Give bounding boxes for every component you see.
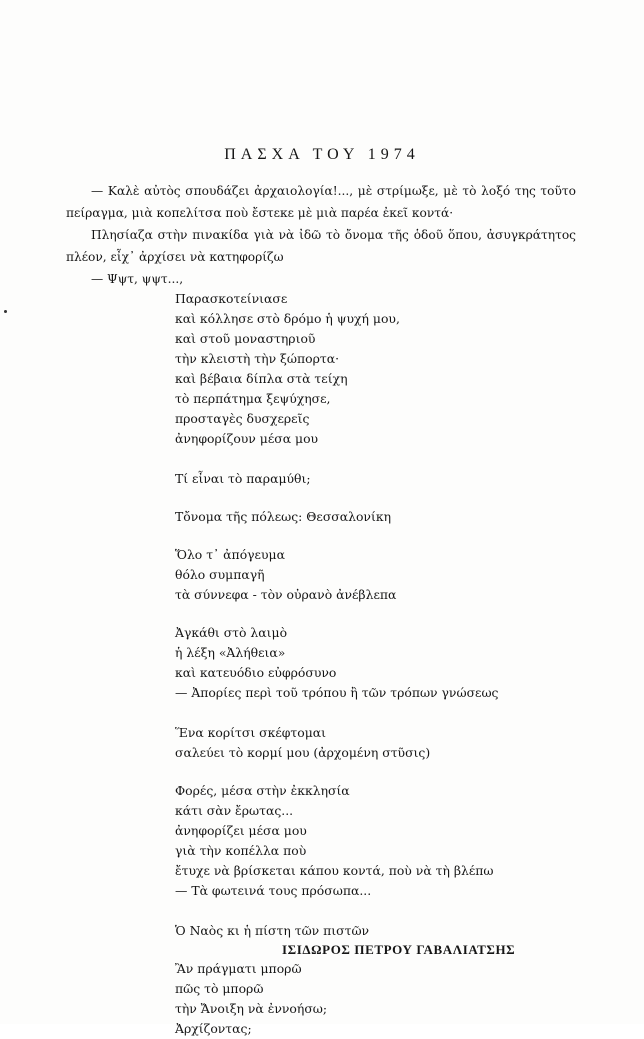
stanza <box>175 623 575 703</box>
intro-paragraph-3: — Ψψτ, ψψτ..., <box>91 272 184 286</box>
poem-line: Παρασκοτείνιασε <box>175 291 288 306</box>
stanza <box>175 921 575 941</box>
poem-line: τὴν Ἄνοιξη νὰ ἐννοήσω; <box>175 1001 328 1016</box>
poem-line: ἡ λέξη «Ἀλήθεια» <box>175 645 286 660</box>
poem-line: Ἀρχίζοντας; <box>175 1021 252 1036</box>
stanza <box>175 507 575 527</box>
poem-line: καὶ κόλλησε στὸ δρόμο ἡ ψυχή μου, <box>175 311 400 326</box>
poem-line: τὴν κλειστὴ τὴν ξώπορτα· <box>175 351 340 366</box>
poem-line: ἀνηφορίζουν μέσα μου <box>175 431 319 446</box>
poem-line: κάτι σὰν ἔρωτας... <box>175 803 294 818</box>
margin-mark <box>4 310 7 313</box>
poem-line: Ὅλο τ᾽ ἀπόγευμα <box>175 547 285 562</box>
poem-line: Φορές, μέσα στὴν ἐκκλησία <box>175 783 350 798</box>
poem-line: τὰ σύννεφα - τὸν οὐρανὸ ἀνέβλεπα <box>175 587 397 602</box>
poem-line: γιὰ τὴν κοπέλλα ποὺ <box>175 843 307 858</box>
poem-line: Ὁ Ναὸς κι ἡ πίστη τῶν πιστῶν <box>175 923 370 938</box>
poem-line: Ἂν πράγματι μπορῶ <box>175 961 302 976</box>
poem-line: τὸ περπάτημα ξεψύχησε, <box>175 391 331 406</box>
poem-body <box>175 289 575 1039</box>
poem-line: καὶ βέβαια δίπλα στὰ τείχη <box>175 371 348 386</box>
poem-line: ἀνηφορίζει μέσα μου <box>175 823 307 838</box>
poem-line: προσταγὲς δυσχερεῖς <box>175 411 310 426</box>
stanza <box>175 781 575 901</box>
intro-prose <box>66 180 576 290</box>
poem-line: — Ἀπορίες περὶ τοῦ τρόπου ἢ τῶν τρόπων γνώσεως <box>175 685 499 700</box>
poem-line: Ἕνα κορίτσι σκέφτομαι <box>175 725 327 740</box>
poem-line: Ἀγκάθι στὸ λαιμὸ <box>175 625 288 640</box>
stanza <box>175 723 575 763</box>
poem-line: ἔτυχε νὰ βρίσκεται κάπου κοντά, ποὺ νὰ τὴ βλέπω <box>175 863 494 878</box>
stanza <box>175 959 575 1039</box>
poem-line: πῶς τὸ μπορῶ <box>175 981 264 996</box>
poem-line: θόλο συμπαγῆ <box>175 567 265 582</box>
poem-line: καὶ κατευόδιο εὐφρόσυνο <box>175 665 337 680</box>
author-signature: ΙΣΙΔΩΡΟΣ ΠΕΤΡΟΥ ΓΑΒΑΛΙΑΤΣΗΣ <box>282 942 516 957</box>
intro-paragraph-1: — Καλὲ αὐτὸς σπουδάζει ἀρχαιολογία!..., μὲ στρίμωξε, μὲ τὸ λοξό της τοῦτο πείραγμα, μιὰ κοπελίτσα ποὺ ἔστεκε μὲ μιὰ παρέα ἐκεῖ κοντά· <box>66 184 576 220</box>
poem-line: σαλεύει τὸ κορμί μου (ἀρχομένη στῦσις) <box>175 745 431 760</box>
stanza <box>175 545 575 605</box>
poem-title: ΠΑΣΧΑ ΤΟΥ 1974 <box>224 146 420 163</box>
stanza <box>175 469 575 489</box>
intro-paragraph-2: Πλησίαζα στὴν πινακίδα γιὰ νὰ ἰδῶ τὸ ὄνομα τῆς ὁδοῦ ὅπου, ἀσυγκράτητος πλέον, εἶχ᾽ ἀρχίσει νὰ κατηφορίζω <box>66 228 576 264</box>
poem-line: καὶ στοῦ μοναστηριοῦ <box>175 331 316 346</box>
stanza <box>175 289 575 449</box>
poem-line: — Τὰ φωτεινά τους πρόσωπα... <box>175 883 372 898</box>
poem-line: Τὄνομα τῆς πόλεως: Θεσσαλονίκη <box>175 509 391 524</box>
poem-line: Τί εἶναι τὸ παραμύθι; <box>175 471 311 486</box>
